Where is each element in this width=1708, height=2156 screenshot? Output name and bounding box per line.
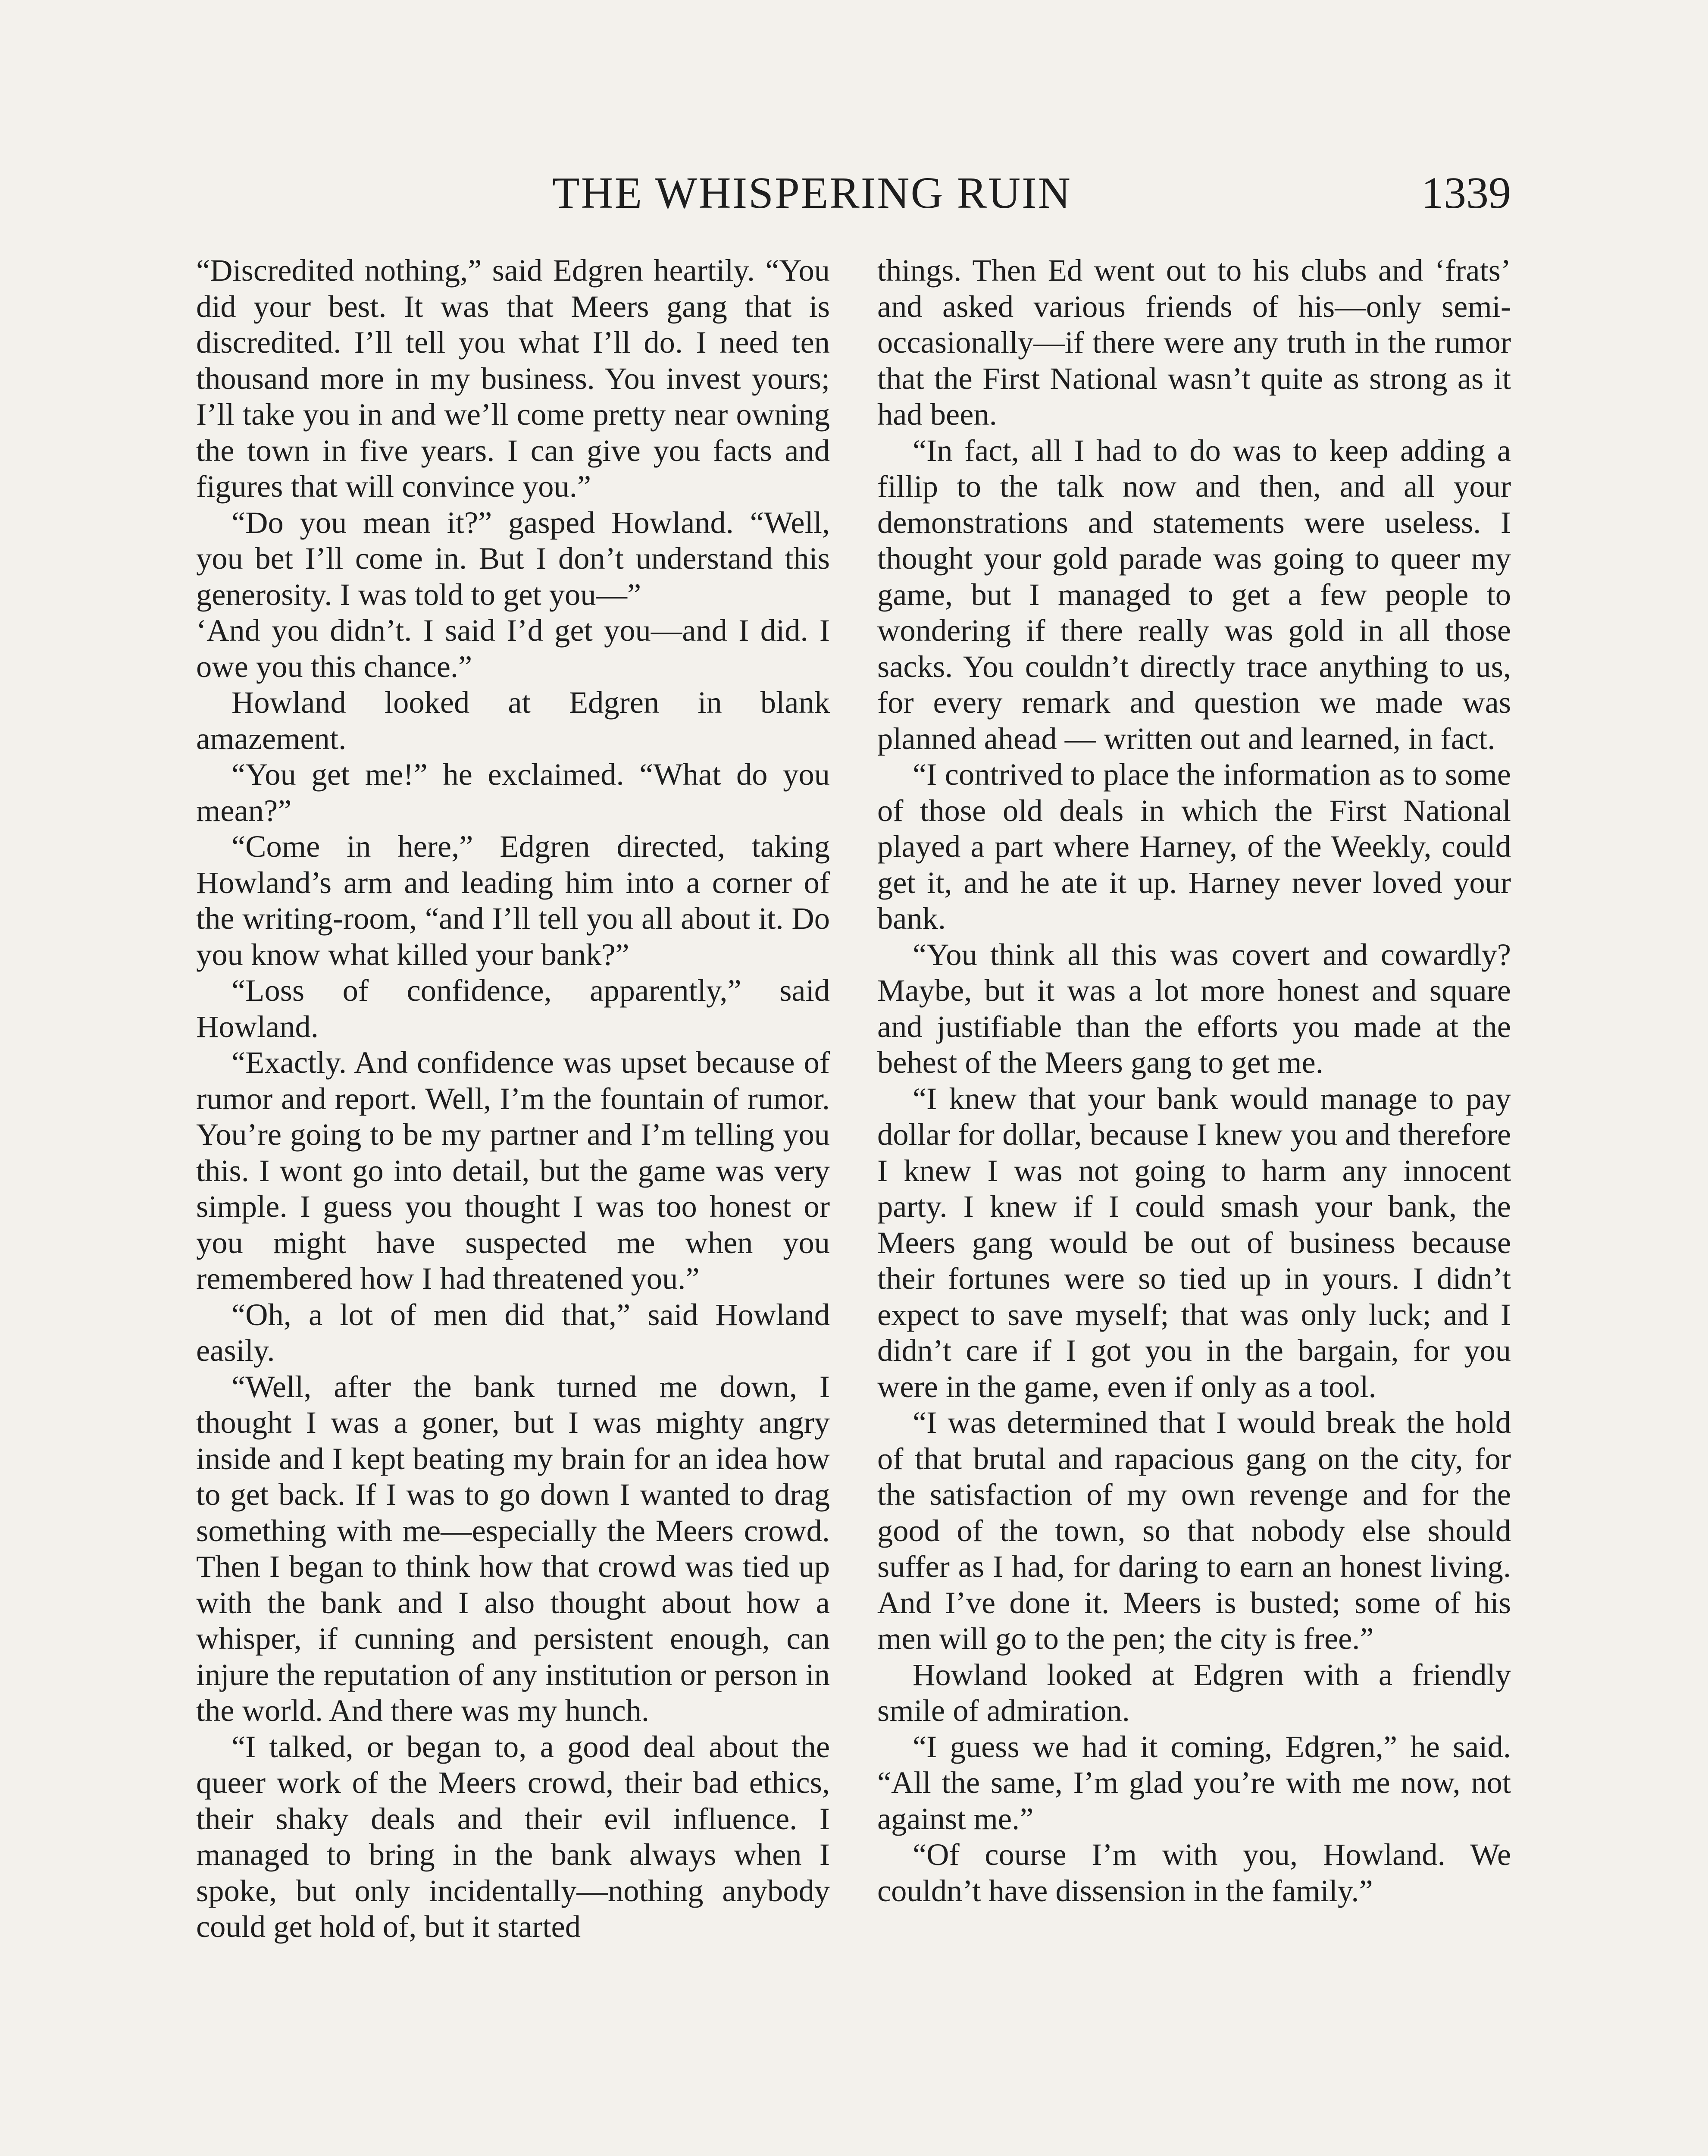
paragraph: “I guess we had it coming, Edgren,” he said. “All the same, I’m glad you’re with me now, not against me.” — [877, 1729, 1511, 1836]
paragraph: “Well, after the bank turned me down, I thought I was a goner, but I was mighty angry inside and I kept beating my brain for an idea how to get back. If I was to go down I wanted to drag something with me—especially the Meers crowd. Then I began to think how that crowd was tied up with the bank and I also thought about how a whisper, if cunning and persistent enough, can injure the reputation of any institution or person in the world. And there was my hunch. — [196, 1369, 830, 1728]
paragraph: “I was determined that I would break the hold of that brutal and rapacious gang on the city, for the satisfaction of my own revenge and for the good of the town, so that nobody else should suffer as I had, for daring to earn an honest living. And I’ve done it. Meers is busted; some of his men will go to the pen; the city is free.” — [877, 1405, 1511, 1656]
paragraph: “Of course I’m with you, Howland. We couldn’t have dissension in the family.” — [877, 1837, 1511, 1908]
paragraph: “Come in here,” Edgren directed, taking Howland’s arm and leading him into a corner of the writing-room, “and I’ll tell you all about it. Do you know what killed your bank?” — [196, 829, 830, 972]
paragraph: “Discredited nothing,” said Edgren heartily. “You did your best. It was that Meers gang that is discredited. I’ll tell you what I’ll do. I need ten thousand more in my business. You invest yours; I’ll take you in and we’ll come pretty near owning the town in five years. I can give you facts and figures that will convince you.” — [196, 253, 830, 504]
paragraph: “I contrived to place the information as to some of those old deals in which the First National played a part where Harney, of the Weekly, could get it, and he ate it up. Harney never loved your bank. — [877, 757, 1511, 936]
page-number: 1339 — [1421, 168, 1511, 218]
paragraph: things. Then Ed went out to his clubs and ‘frats’ and asked various friends of his—only semi-occasionally—if there were any truth in the rumor that the First National wasn’t quite as strong as it had been. — [877, 253, 1511, 432]
running-header — [196, 167, 1511, 223]
text-column-right — [877, 252, 1511, 1908]
text-column-left — [196, 252, 830, 1945]
running-title: THE WHISPERING RUIN — [552, 168, 1072, 218]
paragraph: “In fact, all I had to do was to keep adding a fillip to the talk now and then, and all your demonstrations and statements were useless. I thought your gold parade was going to queer my game, but I managed to get a few people to wondering if there really was gold in all those sacks. You couldn’t directly trace anything to us, for every remark and question we made was planned ahead — written out and learned, in fact. — [877, 432, 1511, 756]
paragraph: Howland looked at Edgren with a friendly smile of admiration. — [877, 1657, 1511, 1728]
paragraph: Howland looked at Edgren in blank amazement. — [196, 685, 830, 756]
paragraph: ‘And you didn’t. I said I’d get you—and I did. I owe you this chance.” — [196, 613, 830, 684]
paragraph: “Exactly. And confidence was upset because of rumor and report. Well, I’m the fountain of rumor. You’re going to be my partner and I’m telling you this. I wont go into detail, but the game was very simple. I guess you thought I was too honest or you might have suspected me when you remembered how I had threatened you.” — [196, 1045, 830, 1296]
paragraph: “Do you mean it?” gasped Howland. “Well, you bet I’ll come in. But I don’t understand this generosity. I was told to get you—” — [196, 505, 830, 612]
paragraph: “Loss of confidence, apparently,” said Howland. — [196, 973, 830, 1044]
paragraph: “I talked, or began to, a good deal about the queer work of the Meers crowd, their bad ethics, their shaky deals and their evil influence. I managed to bring in the bank always when I spoke, but only incidentally—nothing anybody could get hold of, but it started — [196, 1729, 830, 1944]
paragraph: “You think all this was covert and cowardly? Maybe, but it was a lot more honest and square and justifiable than the efforts you made at the behest of the Meers gang to get me. — [877, 937, 1511, 1080]
paragraph: “You get me!” he exclaimed. “What do you mean?” — [196, 757, 830, 828]
paragraph: “Oh, a lot of men did that,” said Howland easily. — [196, 1297, 830, 1368]
paragraph: “I knew that your bank would manage to pay dollar for dollar, because I knew you and therefore I knew I was not going to harm any innocent party. I knew if I could smash your bank, the Meers gang would be out of business because their fortunes were so tied up in yours. I didn’t expect to save myself; that was only luck; and I didn’t care if I got you in the bargain, for you were in the game, even if only as a tool. — [877, 1081, 1511, 1404]
